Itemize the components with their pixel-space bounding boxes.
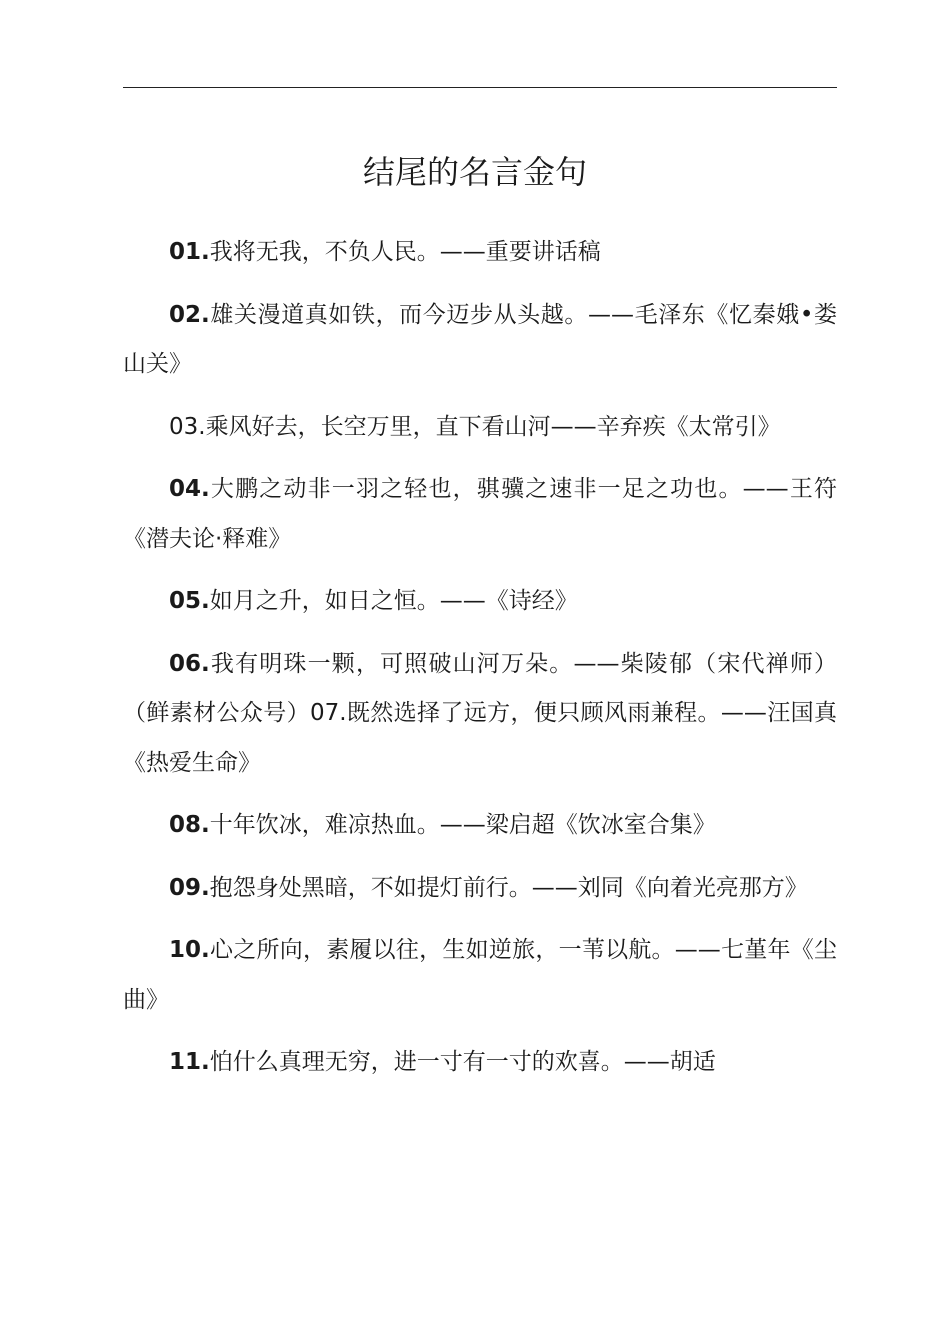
quote-text: 我有明珠一颗，可照破山河万朵。——柴陵郁（宋代禅师）（鲜素材公众号）07.既然选择了远方，便只顾风雨兼程。——汪国真《热爱生命》	[123, 650, 837, 776]
quote-item-06	[123, 640, 837, 789]
quote-item-05	[123, 577, 837, 627]
quote-number: 11.	[169, 1049, 210, 1075]
quote-item-01	[123, 228, 837, 278]
quote-text: 怕什么真理无穷，进一寸有一寸的欢喜。——胡适	[209, 1049, 716, 1075]
quote-number: 04.	[169, 476, 210, 502]
quote-item-08	[123, 801, 837, 851]
quote-text: 如月之升，如日之恒。——《诗经》	[209, 588, 578, 614]
quote-item-11	[123, 1038, 837, 1088]
quote-text: 乘风好去，长空万里，直下看山河——辛弃疾《太常引》	[205, 413, 781, 440]
quote-text: 心之所向，素履以往，生如逆旅，一苇以航。——七堇年《尘曲》	[123, 937, 837, 1013]
quote-number: 01.	[169, 239, 210, 265]
quote-text: 大鹏之动非一羽之轻也，骐骥之速非一足之功也。——王符《潜夫论·释难》	[123, 476, 837, 552]
quote-item-04	[123, 465, 837, 564]
quote-text: 雄关漫道真如铁，而今迈步从头越。——毛泽东《忆秦娥•娄山关》	[123, 301, 837, 377]
quote-text: 我将无我，不负人民。——重要讲话稿	[209, 239, 601, 265]
quote-number: 10.	[169, 937, 210, 963]
quote-number: 09.	[169, 874, 210, 901]
quote-item-02	[123, 291, 837, 390]
header-rule	[123, 87, 837, 88]
quote-number: 02.	[169, 301, 210, 328]
quote-text: 十年饮冰，难凉热血。——梁启超《饮冰室合集》	[209, 812, 716, 838]
quote-item-10	[123, 926, 837, 1025]
quote-number: 08.	[169, 812, 210, 838]
quote-number: 05.	[169, 588, 210, 614]
quote-number: 06.	[169, 650, 210, 677]
quote-item-03	[123, 403, 837, 453]
quote-number: 03.	[169, 413, 206, 440]
quote-item-09	[123, 864, 837, 914]
quote-list	[123, 228, 837, 1101]
page-title: 结尾的名言金句	[362, 153, 587, 191]
quote-text: 抱怨身处黑暗，不如提灯前行。——刘同《向着光亮那方》	[209, 874, 808, 901]
